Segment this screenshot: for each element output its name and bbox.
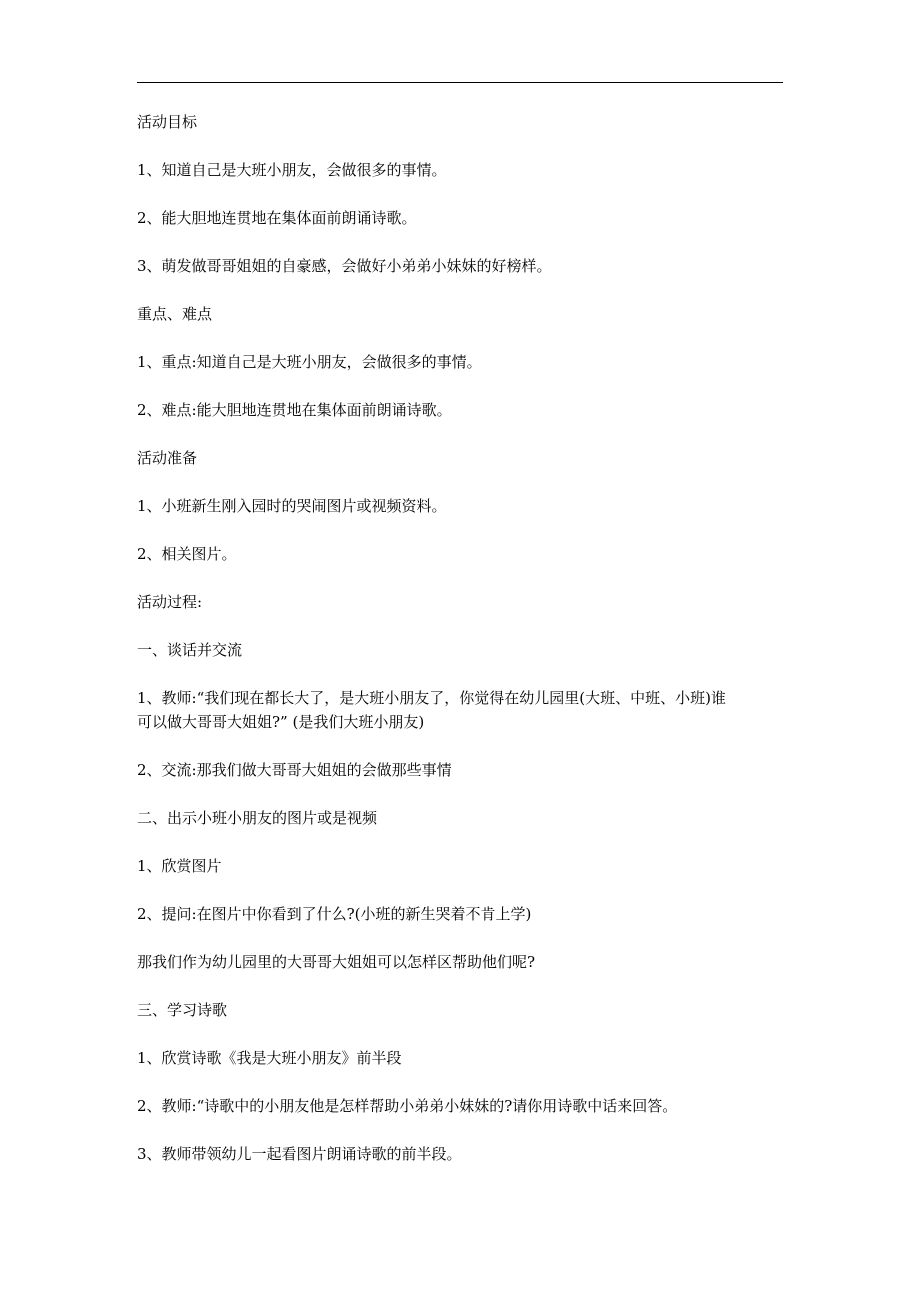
step-1-item-1-line-1: 1、教师:“我们现在都长大了，是大班小朋友了，你觉得在幼儿园里(大班、中班、小班)谁 xyxy=(137,689,726,707)
preparation-item-1: 1、小班新生刚入园时的哭闹图片或视频资料。 xyxy=(137,497,447,515)
document-body xyxy=(137,110,783,1166)
section-heading-key-points: 重点、难点 xyxy=(137,305,213,323)
step-1-item-2: 2、交流:那我们做大哥哥大姐姐的会做那些事情 xyxy=(137,761,452,779)
step-2-item-2: 2、提问:在图片中你看到了什么?(小班的新生哭着不肯上学) xyxy=(137,905,532,923)
key-point-item-2: 2、难点:能大胆地连贯地在集体面前朗诵诗歌。 xyxy=(137,401,452,419)
step-1-item-1 xyxy=(137,686,783,734)
key-point-item-1: 1、重点:知道自己是大班小朋友，会做很多的事情。 xyxy=(137,353,482,371)
section-heading-goals: 活动目标 xyxy=(137,113,198,131)
goal-item-3: 3、萌发做哥哥姐姐的自豪感，会做好小弟弟小妹妹的好榜样。 xyxy=(137,257,552,275)
step-3-item-3: 3、教师带领幼儿一起看图片朗诵诗歌的前半段。 xyxy=(137,1145,462,1163)
step-heading-2: 二、出示小班小朋友的图片或是视频 xyxy=(137,809,378,827)
step-heading-3: 三、学习诗歌 xyxy=(137,1001,228,1019)
step-1-item-1-line-2: 可以做大哥哥大姐姐?” (是我们大班小朋友) xyxy=(137,713,425,731)
step-3-item-2: 2、教师:“诗歌中的小朋友他是怎样帮助小弟弟小妹妹的?请你用诗歌中话来回答。 xyxy=(137,1097,678,1115)
step-2-followup: 那我们作为幼儿园里的大哥哥大姐姐可以怎样区帮助他们呢? xyxy=(137,953,536,971)
section-heading-process: 活动过程: xyxy=(137,593,203,611)
header-rule xyxy=(137,82,783,83)
step-3-item-1: 1、欣赏诗歌《我是大班小朋友》前半段 xyxy=(137,1049,402,1067)
preparation-item-2: 2、相关图片。 xyxy=(137,545,237,563)
goal-item-1: 1、知道自己是大班小朋友，会做很多的事情。 xyxy=(137,161,447,179)
section-heading-preparation: 活动准备 xyxy=(137,449,198,467)
goal-item-2: 2、能大胆地连贯地在集体面前朗诵诗歌。 xyxy=(137,209,417,227)
step-heading-1: 一、谈话并交流 xyxy=(137,641,243,659)
step-2-item-1: 1、欣赏图片 xyxy=(137,857,222,875)
